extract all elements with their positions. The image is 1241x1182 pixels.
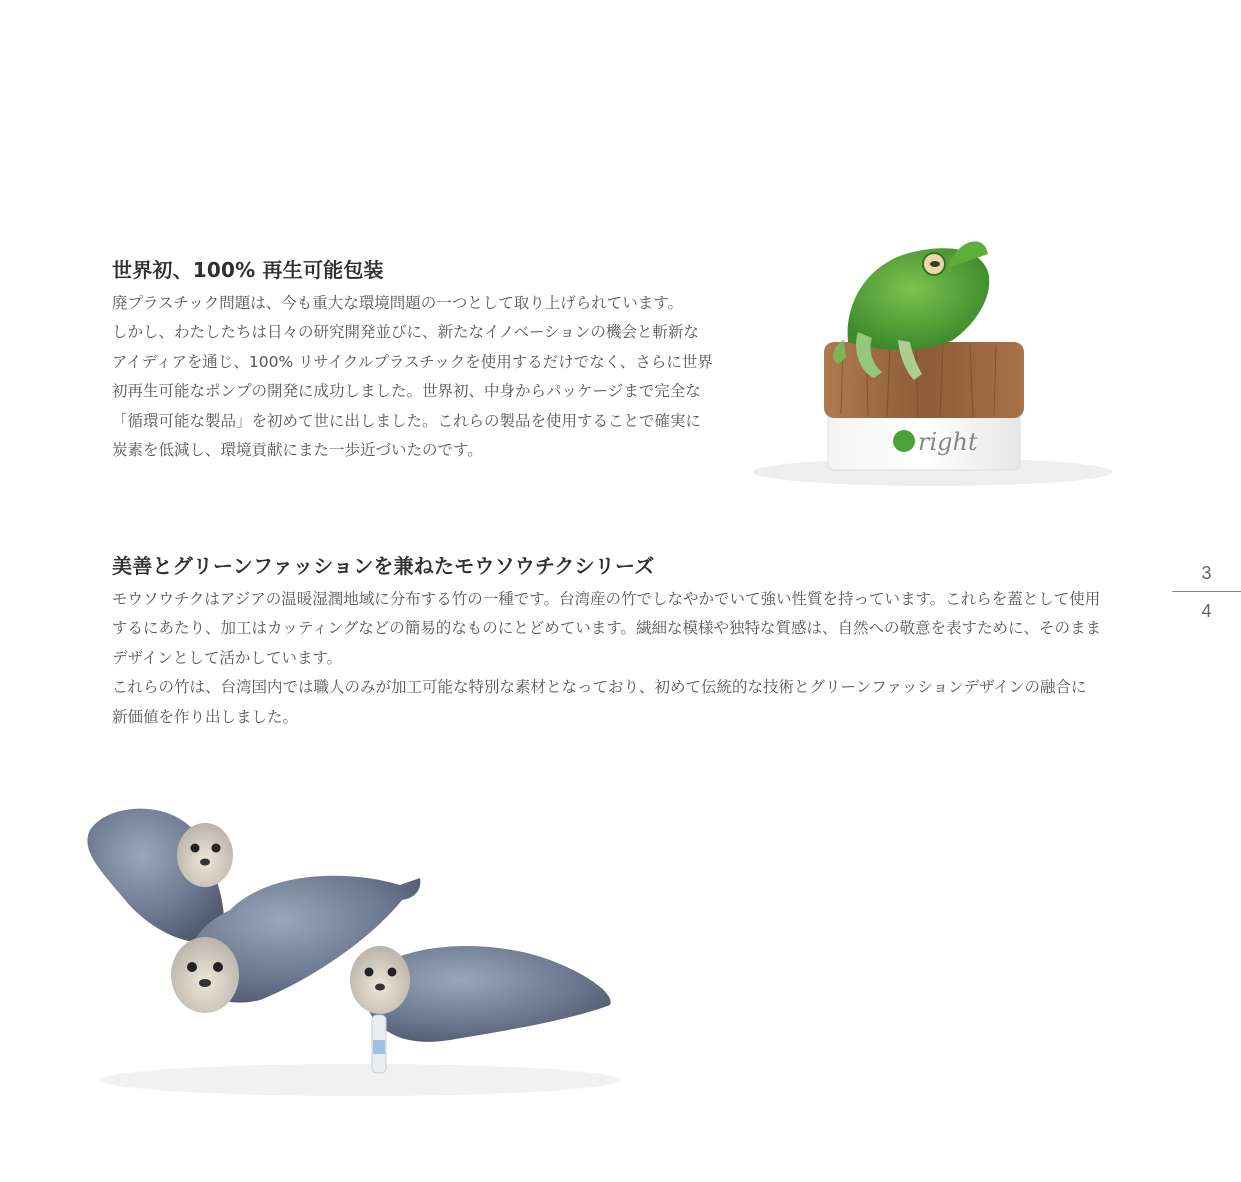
body-line: デザインとして活かしています。 [112,648,343,667]
body-line: 新価値を作り出しました。 [112,707,299,726]
section-recyclable-packaging [112,256,732,465]
current-page-number: 3 [1201,563,1212,583]
section-heading: 世界初、100% 再生可能包装 [112,258,384,282]
page-indicator [1172,560,1241,624]
product-label: right [918,428,978,456]
body-line: これらの竹は、台湾国内では職人のみが加工可能な特別な素材となっており、初めて伝統的な技術とグリーンファッションデザインの融合に [112,678,1087,697]
body-line: しかし、わたしたちは日々の研究開発並びに、新たなイノベーションの機会と斬新な [112,323,699,342]
section-heading: 美善とグリーンファッションを兼ねたモウソウチクシリーズ [112,554,655,578]
body-line: するにあたり、加工はカッティングなどの簡易的なものにとどめています。繊細な模様や独特な質感は、自然への敬意を表すために、そのまま [112,619,1102,638]
section-bamboo-series [112,552,1142,732]
body-line: 廃プラスチック問題は、今も重大な環境問題の一つとして取り上げられています。 [112,294,684,312]
body-line: 「循環可能な製品」を初めて世に出しました。これらの製品を使用することで確実に [112,411,702,430]
body-line: 炭素を低減し、環境貢献にまた一歩近づいたのです。 [112,441,483,460]
brand-dot-icon [893,430,915,452]
body-line: アイディアを通じ、100% リサイクルプラスチックを使用するだけでなく、さらに世界 [112,352,713,371]
frog-on-jar-illustration [748,222,1128,502]
section-body [112,289,732,465]
body-line: 初再生可能なポンプの開発に成功しました。世界初、中身からパッケージまで完全な [112,382,701,401]
body-line: モウソウチクはアジアの温暖湿潤地域に分布する竹の一種です。台湾産の竹でしなやかでいて強い性質を持っています。これらを蓋として使用 [112,590,1101,608]
seals-illustration [70,790,630,1100]
total-pages-number: 4 [1201,601,1212,621]
section-body [112,585,1142,732]
page-divider [1172,591,1241,592]
